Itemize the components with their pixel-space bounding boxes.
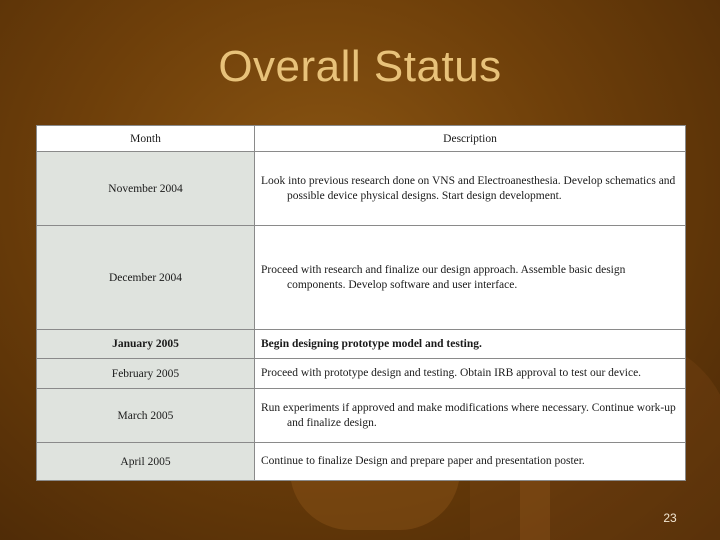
status-table [36, 125, 686, 481]
month-column-header: Month [37, 126, 255, 152]
month-cell: December 2004 [37, 226, 255, 330]
month-cell: April 2005 [37, 443, 255, 481]
description-cell: Run experiments if approved and make modifications where necessary. Continue work-up and finalize design. [255, 389, 686, 443]
month-cell: February 2005 [37, 359, 255, 389]
description-cell: Begin designing prototype model and testing. [255, 330, 686, 359]
table-row [37, 226, 686, 330]
page-number: 23 [663, 511, 677, 525]
table-row [37, 152, 686, 226]
table-row [37, 330, 686, 359]
table-header-row [37, 126, 686, 152]
month-cell: March 2005 [37, 389, 255, 443]
slide-title: Overall Status [218, 42, 502, 91]
month-cell: January 2005 [37, 330, 255, 359]
month-cell: November 2004 [37, 152, 255, 226]
table-row [37, 389, 686, 443]
description-cell: Proceed with research and finalize our design approach. Assemble basic design components. Develop software and user interface. [255, 226, 686, 330]
description-cell: Look into previous research done on VNS and Electroanesthesia. Develop schematics and possible device physical designs. Start design development. [255, 152, 686, 226]
description-column-header: Description [255, 126, 686, 152]
description-cell: Continue to finalize Design and prepare paper and presentation poster. [255, 443, 686, 481]
table-row [37, 359, 686, 389]
description-cell: Proceed with prototype design and testing. Obtain IRB approval to test our device. [255, 359, 686, 389]
table-row [37, 443, 686, 481]
